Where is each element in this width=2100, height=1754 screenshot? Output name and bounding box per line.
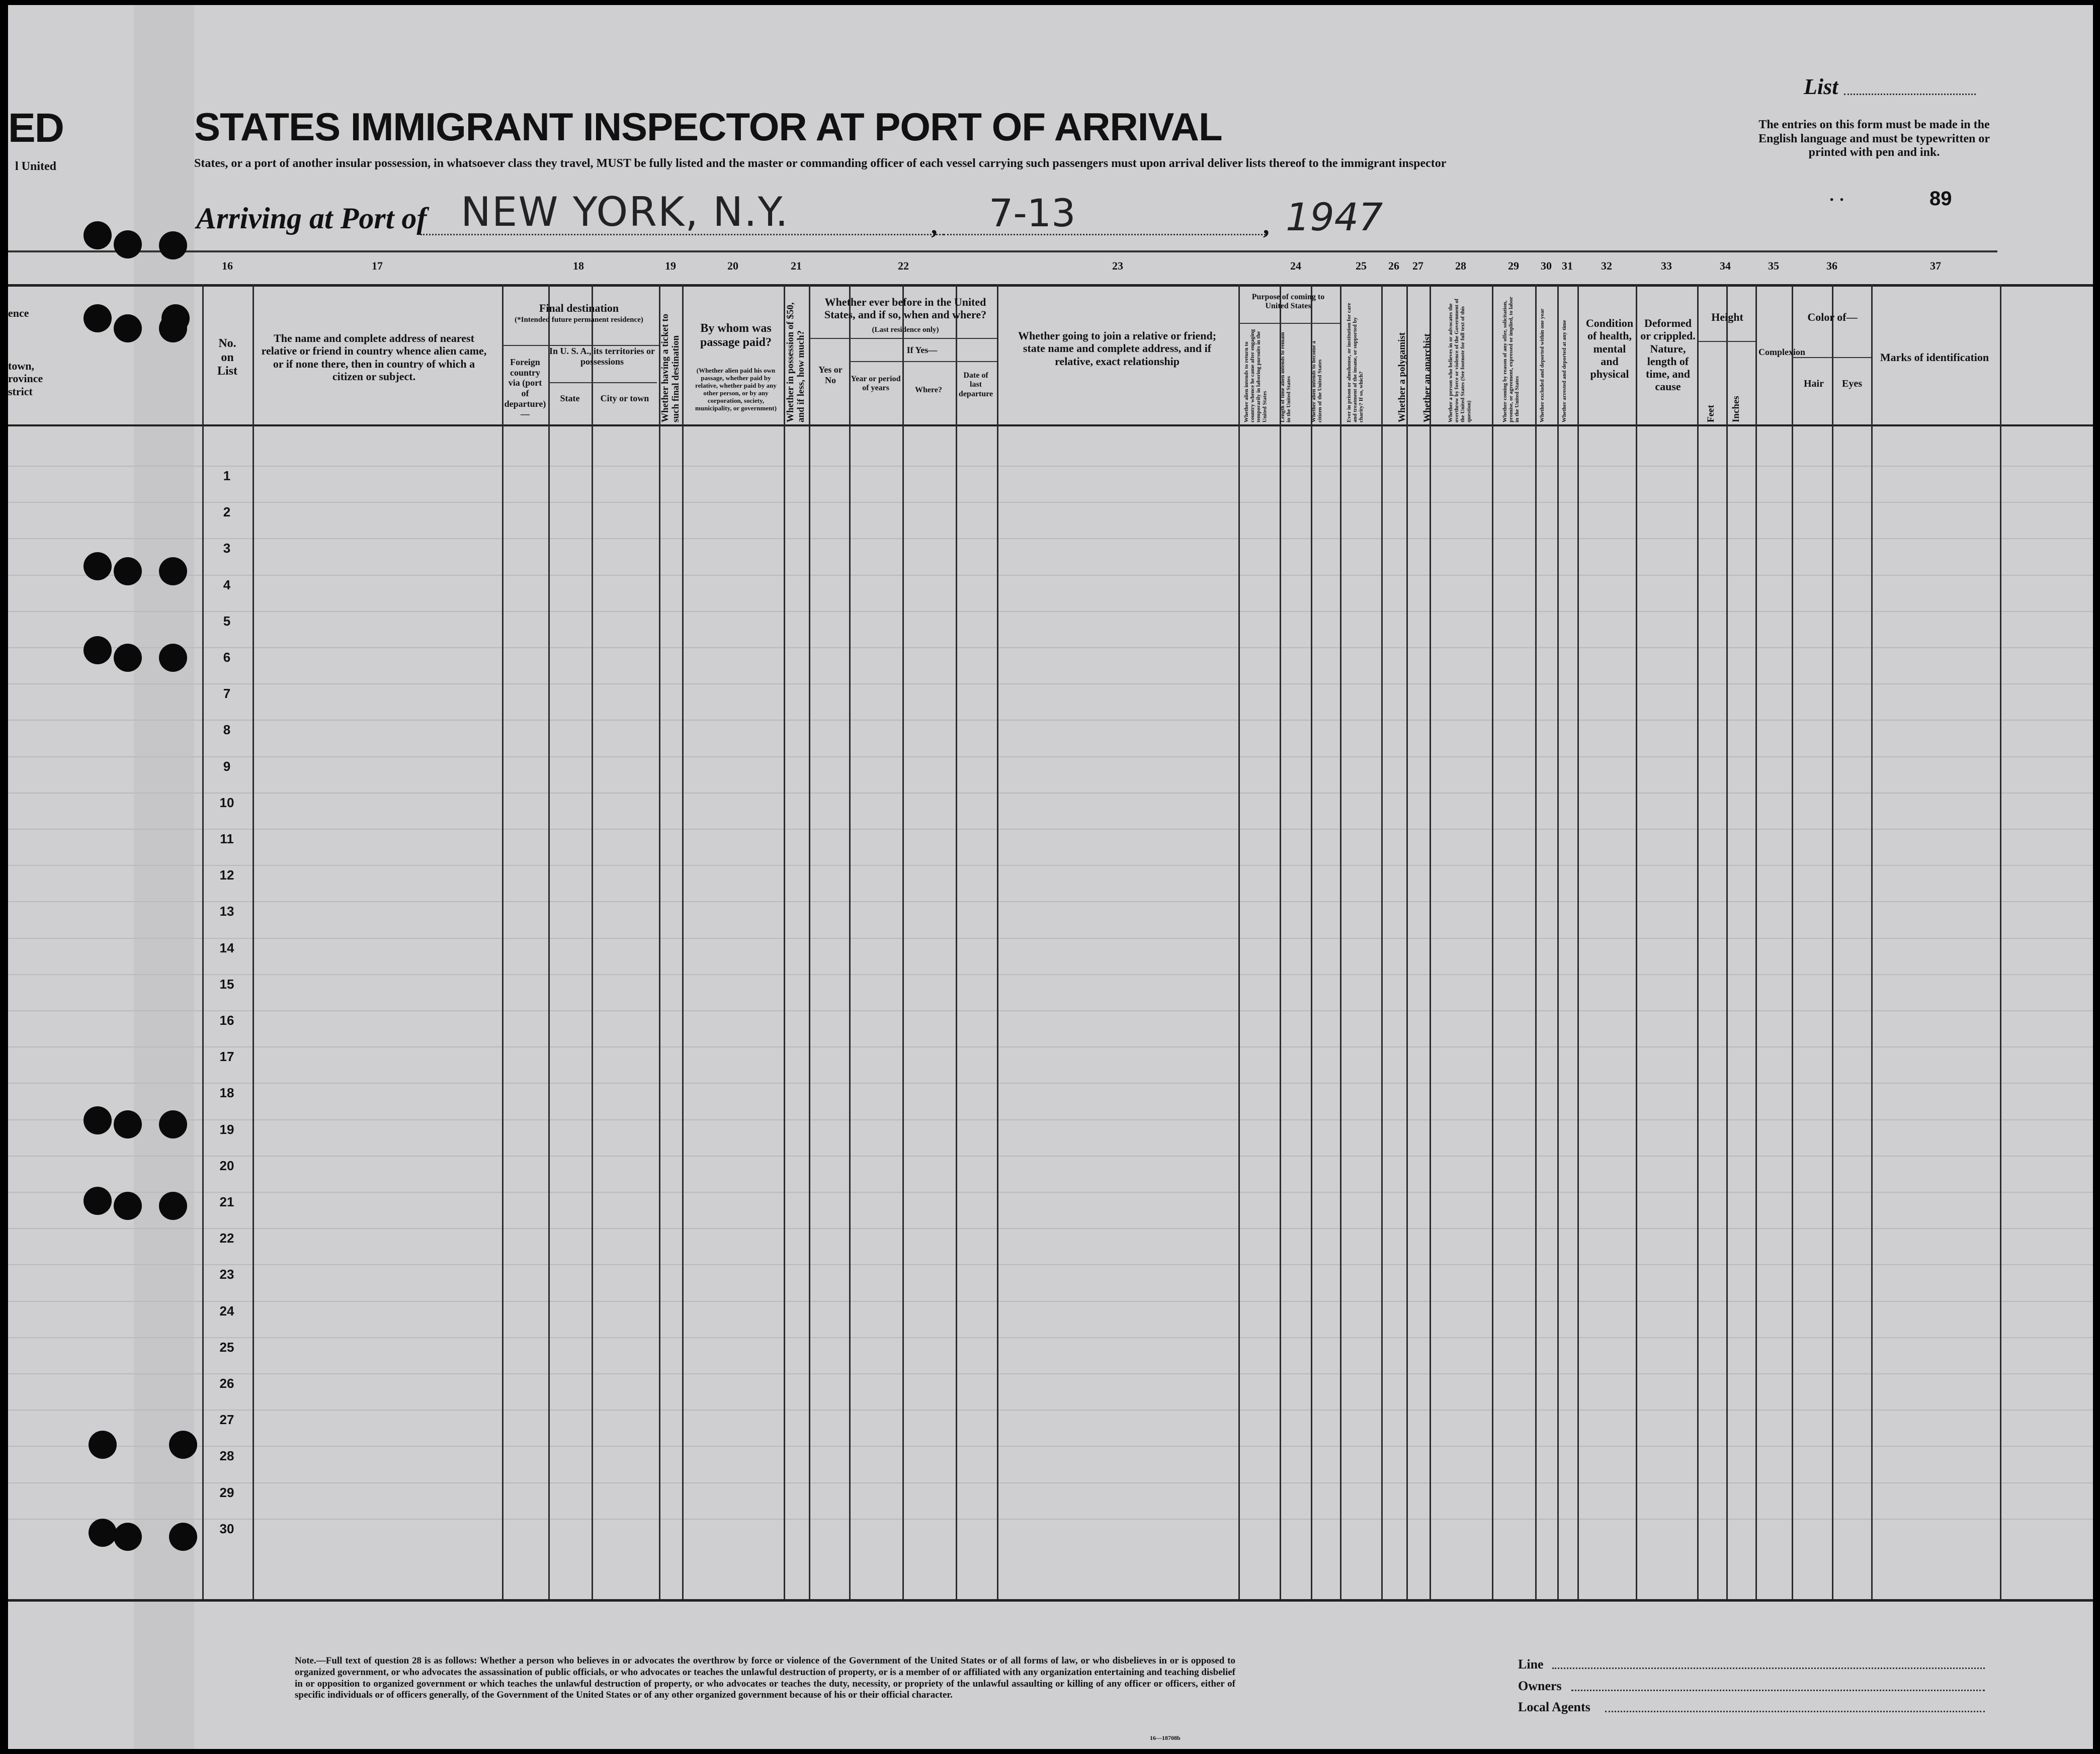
header-bottom-rule bbox=[8, 424, 2093, 426]
comma-1: , bbox=[931, 211, 938, 239]
column-number: 36 bbox=[1826, 259, 1837, 272]
row-number: 11 bbox=[220, 831, 234, 846]
row-number: 27 bbox=[219, 1412, 234, 1427]
line-label: Line bbox=[1518, 1657, 1544, 1672]
punch-hole bbox=[83, 304, 112, 332]
column-number: 31 bbox=[1562, 259, 1573, 272]
column-number: 26 bbox=[1388, 259, 1399, 272]
colnum-rule bbox=[8, 284, 2093, 287]
column-line bbox=[1492, 284, 1493, 1599]
col30-header: Whether excluded and deported within one year bbox=[1539, 308, 1545, 422]
col18-foreign: Foreign country via (port of departure)— bbox=[504, 357, 546, 419]
owners-label: Owners bbox=[1518, 1679, 1562, 1693]
row-line bbox=[8, 1337, 2093, 1338]
col18-usa: In U. S. A., its territories or possessions bbox=[549, 346, 655, 367]
punch-hole bbox=[89, 1431, 117, 1459]
row-line bbox=[8, 1410, 2093, 1411]
col29-header: Whether coming by reason of any offer, solicitation, promise, or agreement, expressed or implied, to labor in the United States bbox=[1502, 297, 1521, 422]
punch-hole bbox=[169, 1431, 197, 1459]
left-subtitle-fragment: l United bbox=[15, 160, 57, 173]
column-line bbox=[1697, 284, 1699, 1599]
year-handwritten: 1947 bbox=[1286, 195, 1383, 239]
column-number: 21 bbox=[791, 259, 802, 272]
column-line bbox=[1557, 284, 1559, 1599]
row-number: 14 bbox=[219, 940, 234, 955]
header-subline bbox=[548, 382, 657, 383]
port-handwritten: NEW YORK, N.Y. bbox=[461, 189, 789, 235]
punch-hole bbox=[83, 221, 112, 249]
punch-hole bbox=[159, 557, 187, 585]
row-number: 5 bbox=[223, 613, 231, 629]
col18-title: Final destination bbox=[539, 302, 619, 314]
column-number: 32 bbox=[1601, 259, 1612, 272]
punch-hole bbox=[159, 231, 187, 259]
row-line bbox=[8, 466, 2093, 467]
col27-header: Whether an anarchist bbox=[1422, 333, 1433, 422]
row-line bbox=[8, 829, 2093, 830]
column-number: 35 bbox=[1768, 259, 1779, 272]
column-number: 29 bbox=[1508, 259, 1519, 272]
row-line bbox=[8, 793, 2093, 794]
col18-state: State bbox=[560, 393, 580, 403]
row-line bbox=[8, 1119, 2093, 1120]
column-number: 37 bbox=[1930, 259, 1941, 272]
column-line bbox=[1726, 284, 1728, 1599]
row-line bbox=[8, 1373, 2093, 1374]
row-number: 9 bbox=[223, 759, 231, 774]
row-number: 6 bbox=[223, 650, 231, 665]
column-line bbox=[1755, 284, 1757, 1599]
column-line bbox=[1238, 284, 1240, 1599]
column-number: 17 bbox=[372, 259, 383, 272]
row-number: 30 bbox=[219, 1521, 234, 1536]
row-line bbox=[8, 756, 2093, 757]
col36-title: Color of— bbox=[1807, 311, 1858, 323]
punch-hole bbox=[114, 644, 142, 672]
column-line bbox=[548, 284, 550, 1599]
row-number: 25 bbox=[219, 1340, 234, 1355]
col16-header: No. on List bbox=[217, 337, 237, 378]
header-rule bbox=[8, 250, 1997, 252]
row-number: 26 bbox=[219, 1376, 234, 1391]
col18-city: City or town bbox=[600, 393, 649, 403]
column-line bbox=[1381, 284, 1383, 1599]
column-line bbox=[997, 284, 998, 1599]
column-line bbox=[659, 284, 660, 1599]
row-number: 20 bbox=[219, 1158, 234, 1173]
punch-hole bbox=[114, 557, 142, 585]
row-line bbox=[8, 502, 2093, 503]
row-line bbox=[8, 575, 2093, 576]
col28-header: Whether a person who believes in or advocates the overthrow by force or violence of the Government of the United States (See footnote for full text of this question) bbox=[1448, 298, 1472, 422]
row-line bbox=[8, 720, 2093, 721]
col22-yesno: Yes or No bbox=[818, 365, 843, 385]
col22-title: Whether ever before in the United States, and if so, when and where? bbox=[824, 296, 987, 321]
column-line bbox=[1792, 284, 1793, 1599]
column-number: 30 bbox=[1541, 259, 1552, 272]
punch-hole bbox=[114, 314, 142, 342]
column-line bbox=[1280, 284, 1281, 1599]
row-line bbox=[8, 1192, 2093, 1193]
row-number: 3 bbox=[223, 541, 231, 556]
manifest-sheet bbox=[8, 5, 2093, 1749]
column-number: 19 bbox=[665, 259, 676, 272]
column-line bbox=[1311, 284, 1312, 1599]
column-number: 25 bbox=[1356, 259, 1367, 272]
col24-title: Purpose of coming to United States bbox=[1251, 293, 1325, 311]
col37-header: Marks of identification bbox=[1880, 351, 1989, 364]
row-number: 7 bbox=[223, 686, 231, 701]
column-line bbox=[809, 284, 810, 1599]
row-number: 1 bbox=[223, 468, 231, 483]
row-number: 29 bbox=[219, 1485, 234, 1500]
comma-2: , bbox=[1263, 211, 1270, 239]
column-line bbox=[202, 284, 204, 1599]
col20-note: (Whether alien paid his own passage, whether paid by relative, whether paid by any other person, or by any corporation, society, municipality, or government) bbox=[695, 367, 777, 412]
left-col-fragment-top: ence bbox=[8, 307, 29, 319]
column-line bbox=[1535, 284, 1537, 1599]
column-line bbox=[1832, 284, 1833, 1599]
binding-strip bbox=[134, 5, 194, 1749]
header-subline bbox=[809, 338, 997, 339]
column-line bbox=[253, 284, 254, 1599]
list-label: List bbox=[1804, 74, 1838, 99]
page-title: STATES IMMIGRANT INSPECTOR AT PORT OF ARRIVAL bbox=[194, 105, 1222, 149]
left-title-fragment: ED bbox=[8, 105, 63, 151]
row-line bbox=[8, 1010, 2093, 1011]
row-line bbox=[8, 538, 2093, 539]
local-agents-label: Local Agents bbox=[1518, 1700, 1590, 1714]
column-number: 24 bbox=[1290, 259, 1301, 272]
punch-hole bbox=[114, 230, 142, 258]
column-line bbox=[502, 284, 503, 1599]
row-line bbox=[8, 1156, 2093, 1157]
col26-header: Whether a polygamist bbox=[1397, 332, 1407, 422]
row-number: 13 bbox=[219, 904, 234, 919]
row-number: 18 bbox=[219, 1085, 234, 1100]
column-line bbox=[1636, 284, 1637, 1599]
punch-hole bbox=[169, 1523, 197, 1551]
row-line bbox=[8, 1264, 2093, 1265]
row-number: 16 bbox=[219, 1013, 234, 1028]
col22-note: (Last residence only) bbox=[872, 326, 939, 334]
punch-hole bbox=[159, 1110, 187, 1138]
col35-header: Complexion bbox=[1758, 347, 1806, 357]
row-number: 8 bbox=[223, 722, 231, 737]
column-number: 22 bbox=[898, 259, 909, 272]
owners-blank bbox=[1571, 1690, 1985, 1691]
column-number: 27 bbox=[1412, 259, 1423, 272]
row-number: 28 bbox=[219, 1448, 234, 1463]
col34-inches: Inches bbox=[1731, 396, 1741, 422]
page-number: 89 bbox=[1929, 188, 1952, 210]
table-bottom-rule bbox=[8, 1599, 2093, 1602]
column-line bbox=[1430, 284, 1431, 1599]
col32-header: Condition of health, mental and physical bbox=[1585, 317, 1634, 381]
row-number: 21 bbox=[219, 1194, 234, 1209]
header-subline bbox=[849, 361, 997, 362]
column-line bbox=[1871, 284, 1873, 1599]
form-instructions: The entries on this form must be made in the English language and must be typewritten or printed with pen and ink. bbox=[1758, 118, 1990, 159]
col23-header: Whether going to join a relative or friend; state name and complete address, and if relative, exact relationship bbox=[1018, 329, 1217, 368]
row-number: 10 bbox=[219, 795, 234, 810]
col33-header: Deformed or crippled. Nature, length of time, and cause bbox=[1640, 317, 1696, 393]
page-subtitle: States, or a port of another insular possession, in whatsoever class they travel, MUST be fully listed and the master or commanding officer of each vessel carrying such passengers must upon arrival deliver lists thereof to the immigrant inspector bbox=[194, 157, 1447, 170]
punch-hole bbox=[159, 644, 187, 672]
column-line bbox=[849, 284, 851, 1599]
punch-hole bbox=[161, 304, 190, 332]
row-line bbox=[8, 1046, 2093, 1047]
punch-hole bbox=[114, 1192, 142, 1220]
row-number: 4 bbox=[223, 577, 231, 592]
col22-ifyes: If Yes— bbox=[906, 345, 938, 355]
row-line bbox=[8, 647, 2093, 648]
row-line bbox=[8, 611, 2093, 612]
row-line bbox=[8, 1446, 2093, 1447]
col22-where: Where? bbox=[915, 386, 942, 394]
col34-feet: Feet bbox=[1706, 405, 1716, 422]
punch-hole bbox=[159, 1192, 187, 1220]
row-line bbox=[8, 1301, 2093, 1302]
date-handwritten: 7-13 bbox=[989, 191, 1076, 235]
col24-return: Whether alien intends to return to country whence he came after engaging temporarily in laboring pursuits in the United States bbox=[1243, 329, 1268, 422]
column-line bbox=[1406, 284, 1408, 1599]
column-number: 20 bbox=[727, 259, 738, 272]
column-line bbox=[1340, 284, 1341, 1599]
form-code: 16—18708b bbox=[1150, 1734, 1181, 1741]
col18-note: (*Intended future permanent residence) bbox=[515, 316, 643, 324]
list-blank bbox=[1844, 94, 1976, 95]
row-line bbox=[8, 1083, 2093, 1084]
row-number: 24 bbox=[219, 1303, 234, 1319]
row-number: 19 bbox=[219, 1122, 234, 1137]
col24-length: Length of time alien intends to remain in the United States bbox=[1280, 332, 1292, 422]
col25-header: Ever in prison or almshouse, or institution for care and treatment of the insane, or supported by charity? If so, which? bbox=[1346, 303, 1365, 422]
column-line bbox=[682, 284, 684, 1599]
column-line bbox=[784, 284, 785, 1599]
col21-header: Whether in possession of $50, and if less, how much? bbox=[785, 302, 806, 422]
row-line bbox=[8, 1228, 2093, 1229]
punch-hole bbox=[83, 636, 112, 664]
col20-title: By whom was passage paid? bbox=[700, 322, 772, 349]
column-number: 16 bbox=[222, 259, 233, 272]
row-number: 22 bbox=[219, 1231, 234, 1246]
col19-header: Whether having a ticket to such final destination bbox=[660, 313, 681, 422]
col36-eyes: Eyes bbox=[1842, 378, 1862, 389]
row-line bbox=[8, 901, 2093, 902]
column-line bbox=[902, 284, 904, 1599]
row-line bbox=[8, 938, 2093, 939]
col17-header: The name and complete address of nearest relative or friend in country whence alien came, or if none there, then in country of which a citizen or subject. bbox=[261, 332, 487, 383]
column-number: 34 bbox=[1720, 259, 1731, 272]
punch-hole bbox=[114, 1523, 142, 1551]
column-line bbox=[956, 284, 957, 1599]
col24-citizen: Whether alien intends to become a citizen of the United States bbox=[1311, 340, 1323, 422]
column-number: 33 bbox=[1661, 259, 1672, 272]
header-subline bbox=[1792, 357, 1871, 358]
col22-year: Year or period of years bbox=[851, 375, 901, 393]
col36-hair: Hair bbox=[1804, 378, 1824, 389]
row-line bbox=[8, 683, 2093, 684]
row-number: 17 bbox=[219, 1049, 234, 1064]
page-dots: · · bbox=[1829, 191, 1845, 209]
header-subline bbox=[1238, 323, 1340, 324]
footnote-question-28: Note.—Full text of question 28 is as follows: Whether a person who believes in or advocates the overthrow by force or violence of the Government of the United States or of all forms of law, or who disbelieves in or is opposed to organized government, or who advocates the assassination of public officials, or who advocates or teaches the unlawful destruction of property, or is a member of or affiliated with any organization entertaining and teaching disbelief in or opposition to organized government or which teaches the unlawful destruction of property, or who advocates or teaches the duty, necessity, or propriety of the unlawful assaulting or killing of any officer or officers, either of specific individuals or of officers generally, of the Government of the United States or of any other organized government because of his or their official character. bbox=[295, 1655, 1235, 1701]
col31-header: Whether arrested and deported at any time bbox=[1561, 320, 1567, 422]
row-line bbox=[8, 1482, 2093, 1483]
column-line bbox=[592, 284, 593, 1599]
punch-hole bbox=[83, 552, 112, 580]
column-line bbox=[1577, 284, 1579, 1599]
row-number: 12 bbox=[219, 867, 234, 883]
local-agents-blank bbox=[1605, 1711, 1985, 1712]
col22-date: Date of last departure bbox=[958, 371, 993, 398]
column-number: 18 bbox=[573, 259, 584, 272]
column-number: 28 bbox=[1455, 259, 1466, 272]
punch-hole bbox=[83, 1187, 112, 1215]
line-blank bbox=[1552, 1668, 1985, 1669]
row-number: 23 bbox=[219, 1267, 234, 1282]
col34-title: Height bbox=[1711, 311, 1743, 323]
punch-hole bbox=[89, 1519, 117, 1547]
arriving-label: Arriving at Port of bbox=[196, 202, 427, 235]
punch-hole bbox=[83, 1106, 112, 1134]
row-line bbox=[8, 1519, 2093, 1520]
row-line bbox=[8, 974, 2093, 975]
row-number: 2 bbox=[223, 504, 231, 519]
punch-hole bbox=[114, 1110, 142, 1138]
row-number: 15 bbox=[219, 977, 234, 992]
row-line bbox=[8, 865, 2093, 866]
header-subline bbox=[1697, 341, 1755, 342]
column-line bbox=[2000, 284, 2001, 1599]
column-number: 23 bbox=[1112, 259, 1123, 272]
left-col-fragment-mid: town, rovince strict bbox=[8, 360, 43, 398]
